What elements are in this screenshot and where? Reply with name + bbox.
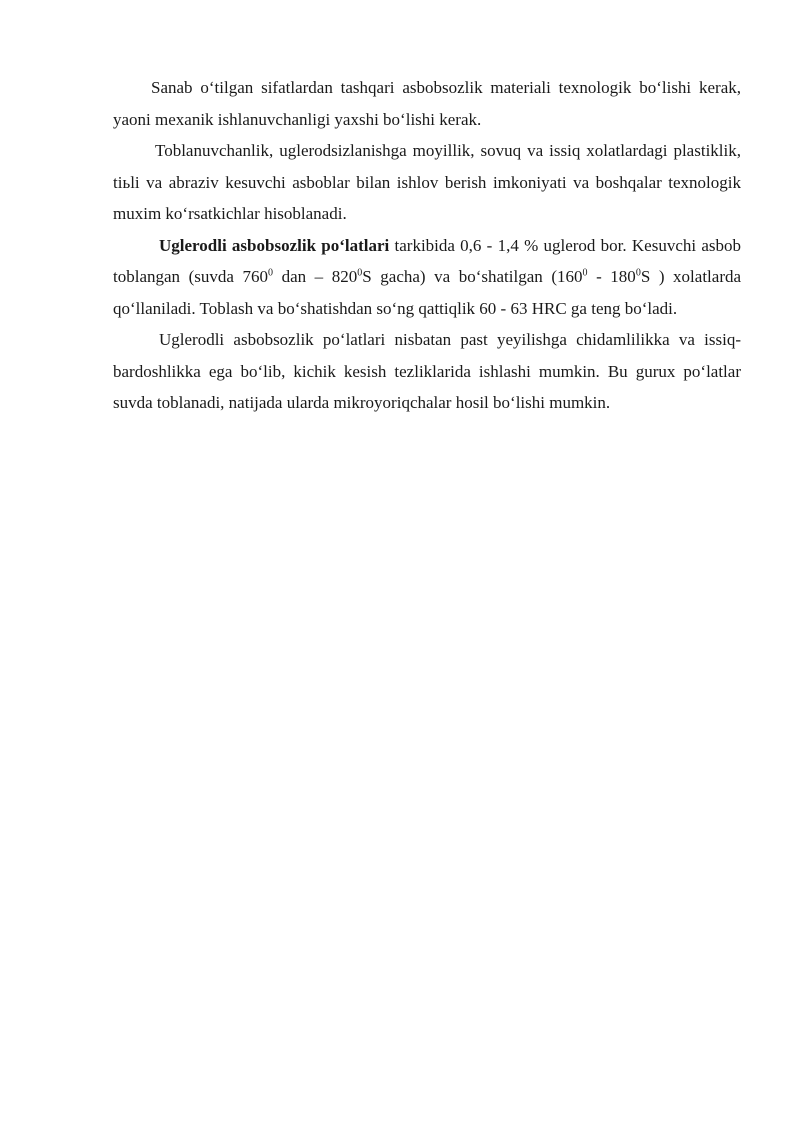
- paragraph-1-text: Sanab o‘tilgan sifatlardan tashqari asbobsozlik materiali texnologik bo‘lishi kerak, yaoni mexanik ishlanuvchanligi yaxshi bo‘lishi kerak.: [113, 78, 741, 129]
- degree-superscript: 0: [582, 267, 588, 279]
- paragraph-4-text: Uglerodli asbobsozlik po‘latlari nisbatan past yeyilishga chidamlilikka va issiq-bardoshlikka ega bo‘lib, kichik kesish tezliklarida ishlashi mumkin. Bu gurux po‘latlar suvda toblanadi, natijada ularda mikroyoriqchalar hosil bo‘lishi mumkin.: [113, 330, 741, 412]
- paragraph-1: [113, 72, 741, 135]
- paragraph-3-text-3: S gacha) va bo‘shatilgan (160: [362, 267, 583, 286]
- document-page: [113, 72, 741, 419]
- paragraph-4: [113, 324, 741, 419]
- paragraph-3-bold-term: Uglerodli asbobsozlik po‘latlari: [159, 235, 390, 255]
- degree-superscript: 0: [268, 267, 273, 279]
- paragraph-3-text-1: tarkibida 0,6 - 1,4 % uglerod bor. Kesuvchi asbob toblangan (suvda 760: [113, 235, 742, 286]
- degree-superscript: 0: [635, 267, 641, 279]
- paragraph-3: [113, 230, 741, 325]
- paragraph-3-text-2: dan – 820: [273, 267, 358, 286]
- paragraph-2: [113, 135, 741, 230]
- paragraph-3-text-5: S ) xolatlarda qo‘llaniladi. Toblash va bo‘shatishdan so‘ng qattiqlik 60 - 63 HRC ga teng bo‘ladi.: [113, 267, 742, 318]
- paragraph-3-text-4: - 180: [587, 267, 636, 286]
- paragraph-2-text: Toblanuvchanlik, uglerodsizlanishga moyillik, sovuq va issiq xolatlardagi plastiklik, tiьli va abraziv kesuvchi asboblar bilan ishlov berish imkoniyati va boshqalar texnologik muxim ko‘rsatkichlar hisoblanadi.: [113, 141, 741, 223]
- degree-superscript: 0: [357, 267, 363, 279]
